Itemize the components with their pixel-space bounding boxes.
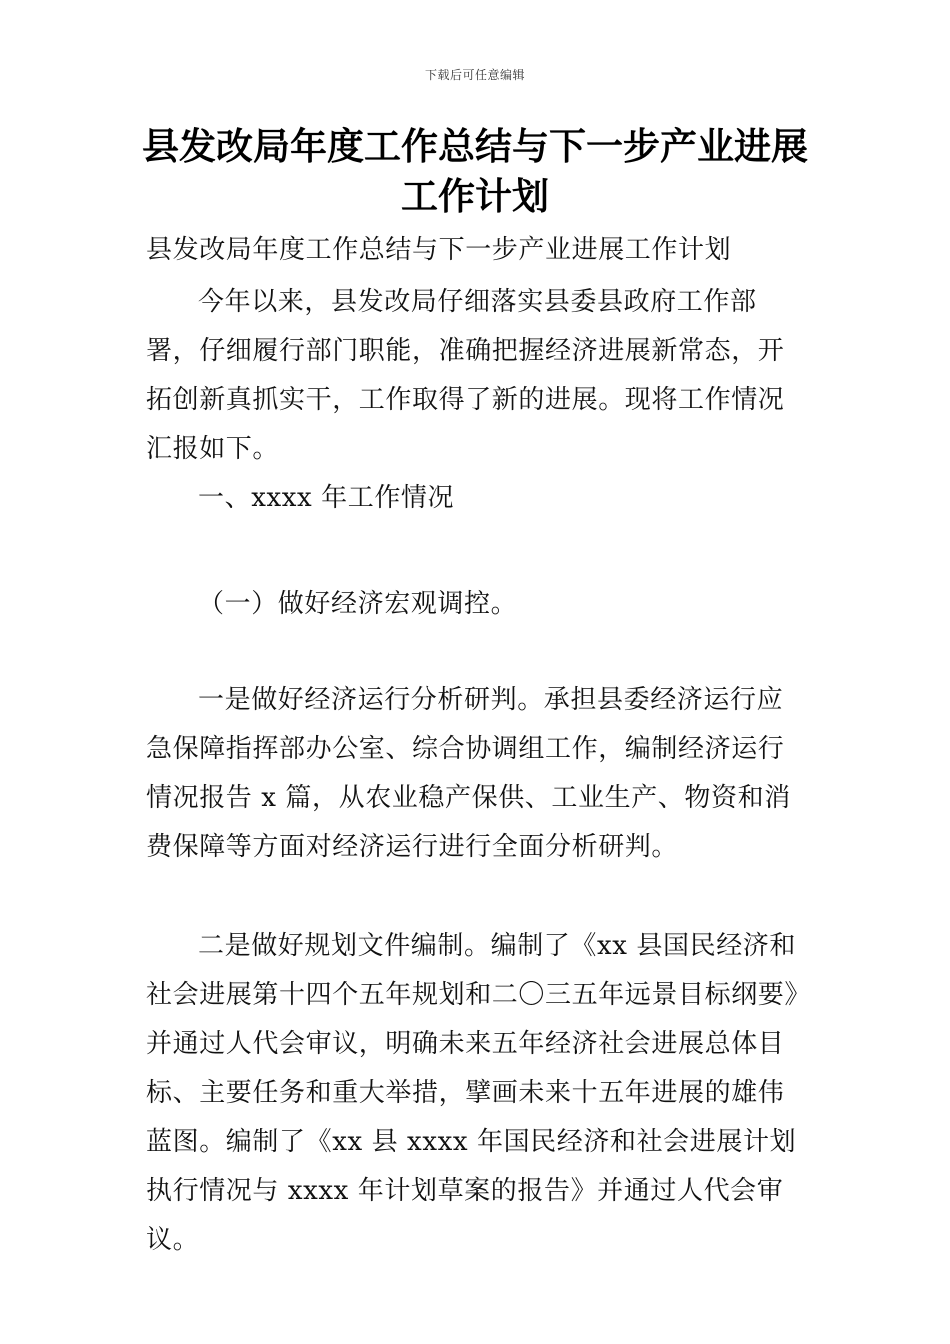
paragraph-economic-analysis: 一是做好经济运行分析研判。承担县委经济运行应急保障指挥部办公室、综合协调组工作，编制经济运行情况报告 x 篇，从农业稳产保供、工业生产、物资和消费保障等方面对经济运行进行全面分析研判。 xyxy=(146,685,791,862)
subtitle-line: 县发改局年度工作总结与下一步产业进展工作计划 xyxy=(146,235,732,265)
header-note: 下载后可任意编辑 xyxy=(424,68,525,82)
document-title: 县发改局年度工作总结与下一步产业进展工作计划 xyxy=(142,125,808,218)
section-heading: 一、xxxx 年工作情况 xyxy=(198,483,455,513)
subsection-heading: （一）做好经济宏观调控。 xyxy=(198,589,518,619)
paragraph-planning-documents: 二是做好规划文件编制。编制了《xx 县国民经济和社会进展第十四个五年规划和二〇三五年远景目标纲要》并通过人代会审议，明确未来五年经济社会进展总体目标、主要任务和重大举措，擘画未来十五年进展的雄伟蓝图。编制了《xx 县 xxxx 年国民经济和社会进展计划执行情况与 xxxx 年计划草案的报告》并通过人代会审议。 xyxy=(146,931,799,1255)
intro-paragraph: 今年以来，县发改局仔细落实县委县政府工作部署，仔细履行部门职能，准确把握经济进展新常态，开拓创新真抓实干，工作取得了新的进展。现将工作情况汇报如下。 xyxy=(146,287,785,464)
